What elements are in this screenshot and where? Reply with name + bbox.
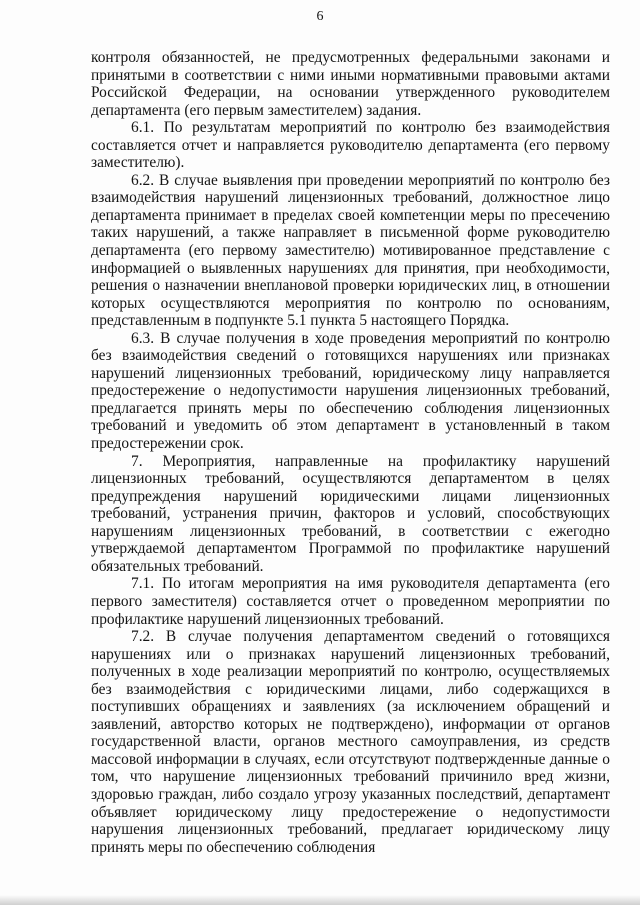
document-body [91,49,610,856]
page-number: 6 [316,9,324,24]
paragraph-7-1: 7.1. По итогам мероприятия на имя руководителя департамента (его первого заместителя) составляется отчет о проведенном мероприятии по профилактике нарушений лицензионных требований. [91,575,610,628]
paragraph-6-2: 6.2. В случае выявления при проведении мероприятий по контролю без взаимодействия нарушений лицензионных требований, должностное лицо департамента принимает в пределах своей компетенции меры по пресечению таких нарушений, а также направляет в письменной форме руководителю департамента (его первому заместителю) мотивированное представление с информацией о выявленных нарушениях для принятия, при необходимости, решения о назначении внеплановой проверки юридических лиц, в отношении которых осуществляются мероприятия по контролю по основаниям, представленным в подпункте 5.1 пункта 5 настоящего Порядка. [91,171,610,330]
paragraph-7: 7. Мероприятия, направленные на профилактику нарушений лицензионных требований, осуществляются департаментом в целях предупреждения нарушений юридическими лицами лицензионных требований, устранения причин, факторов и условий, способствующих нарушениям лицензионных требований, в соответствии с ежегодно утверждаемой департаментом Программой по профилактике нарушений обязательных требований. [91,452,610,575]
paragraph-7-2: 7.2. В случае получения департаментом сведений о готовящихся нарушениях или о признаках нарушений лицензионных требований, полученных в ходе реализации мероприятий по контролю, осуществляемых без взаимодействия с юридическими лицами, либо содержащихся в поступивших обращениях и заявлениях (за исключением обращений и заявлений, авторство которых не подтверждено), информации от органов государственной власти, органов местного самоуправления, из средств массовой информации в случаях, если отсутствуют подтвержденные данные о том, что нарушение лицензионных требований причинило вред жизни, здоровью граждан, либо создало угрозу указанных последствий, департамент объявляет юридическому лицу предостережение о недопустимости нарушения лицензионных требований, предлагает юридическому лицу принять меры по обеспечению соблюдения [91,628,610,856]
paragraph-continuation: контроля обязанностей, не предусмотренных федеральными законами и принятыми в соответствии с ними иными нормативными правовыми актами Российской Федерации, на основании утвержденного руководителем департамента (его первым заместителем) задания. [91,49,610,119]
paragraph-6-1: 6.1. По результатам мероприятий по контролю без взаимодействия составляется отчет и направляется руководителю департамента (его первому заместителю). [91,119,610,172]
paragraph-6-3: 6.3. В случае получения в ходе проведения мероприятий по контролю без взаимодействия сведений о готовящихся нарушениях или признаках нарушений лицензионных требований, юридическому лицу направляется предостережение о недопустимости нарушения лицензионных требований, предлагается принять меры по обеспечению соблюдения лицензионных требований и уведомить об этом департамент в установленный в таком предостережении срок. [91,329,610,453]
scan-bottom-edge [0,895,640,905]
